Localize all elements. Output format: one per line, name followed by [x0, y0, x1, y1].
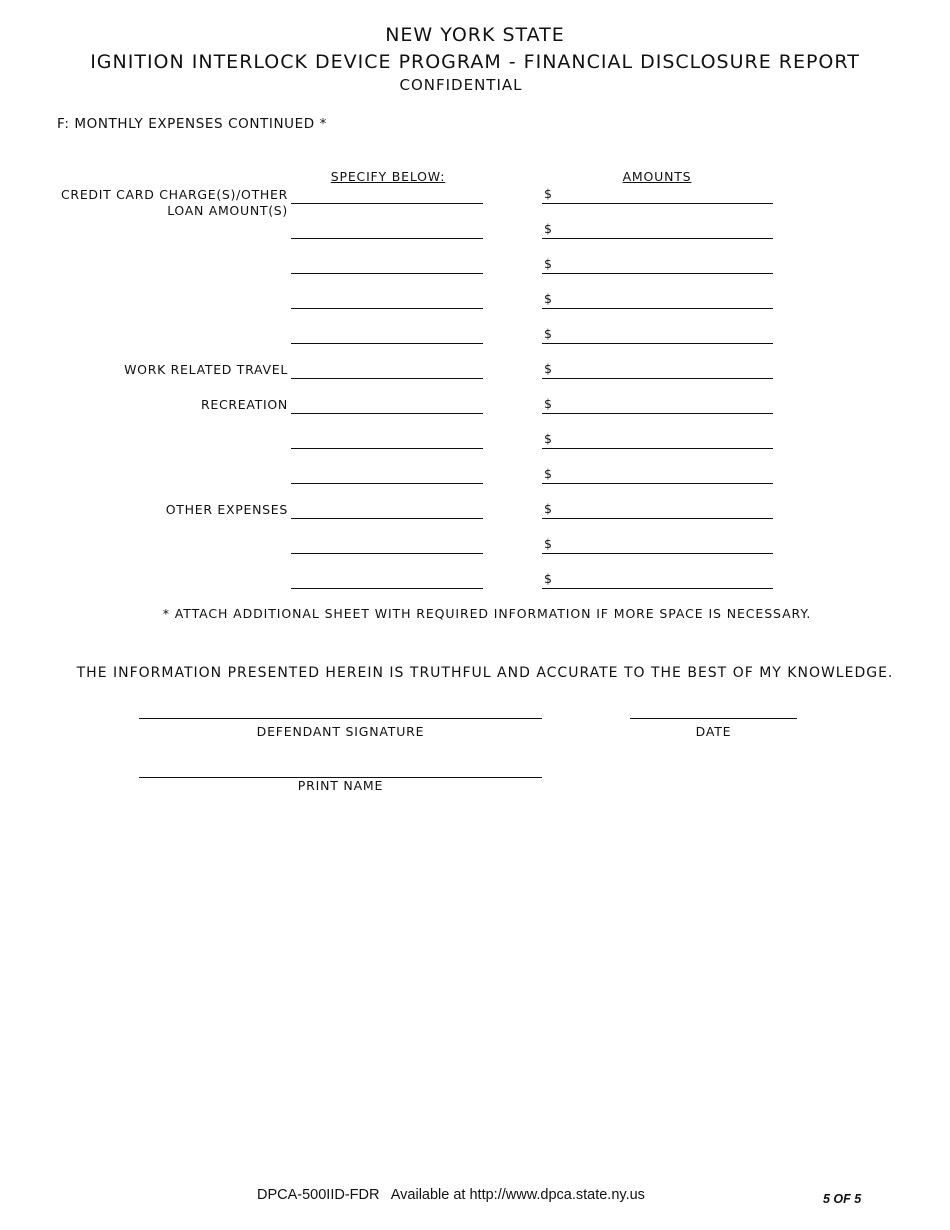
- print-name-label: PRINT NAME: [297, 778, 384, 793]
- dollar-sign: $: [544, 291, 552, 306]
- amounts-column-header: AMOUNTS: [622, 169, 692, 184]
- form-confidential-label: CONFIDENTIAL: [399, 76, 523, 94]
- dollar-sign: $: [544, 361, 552, 376]
- defendant-signature-field[interactable]: [139, 718, 542, 719]
- work-travel-label: WORK RELATED TRAVEL: [124, 362, 288, 377]
- dollar-sign: $: [544, 466, 552, 481]
- amount-field-11[interactable]: [542, 553, 773, 554]
- specify-field-10[interactable]: [291, 518, 483, 519]
- dollar-sign: $: [544, 536, 552, 551]
- recreation-label: RECREATION: [201, 397, 288, 412]
- other-expenses-label: OTHER EXPENSES: [165, 502, 288, 517]
- dollar-sign: $: [544, 396, 552, 411]
- specify-field-8[interactable]: [291, 448, 483, 449]
- amount-field-9[interactable]: [542, 483, 773, 484]
- page-number: 5 OF 5: [823, 1192, 862, 1206]
- dollar-sign: $: [544, 326, 552, 341]
- specify-field-3[interactable]: [291, 273, 483, 274]
- defendant-signature-label: DEFENDANT SIGNATURE: [256, 724, 425, 739]
- specify-field-12[interactable]: [291, 588, 483, 589]
- amount-field-2[interactable]: [542, 238, 773, 239]
- date-label: DATE: [695, 724, 732, 739]
- date-field[interactable]: [630, 718, 797, 719]
- specify-field-9[interactable]: [291, 483, 483, 484]
- form-title-state: NEW YORK STATE: [385, 24, 565, 46]
- attach-sheet-note: * ATTACH ADDITIONAL SHEET WITH REQUIRED INFORMATION IF MORE SPACE IS NECESSARY.: [162, 606, 812, 621]
- amount-field-1[interactable]: [542, 203, 773, 204]
- amount-field-8[interactable]: [542, 448, 773, 449]
- specify-field-4[interactable]: [291, 308, 483, 309]
- amount-field-12[interactable]: [542, 588, 773, 589]
- form-title-program: IGNITION INTERLOCK DEVICE PROGRAM - FINANCIAL DISCLOSURE REPORT: [90, 51, 860, 73]
- specify-field-11[interactable]: [291, 553, 483, 554]
- specify-field-1[interactable]: [291, 203, 483, 204]
- amount-field-10[interactable]: [542, 518, 773, 519]
- dollar-sign: $: [544, 186, 552, 201]
- credit-card-label-line2: LOAN AMOUNT(S): [167, 203, 288, 218]
- amount-field-4[interactable]: [542, 308, 773, 309]
- amount-field-7[interactable]: [542, 413, 773, 414]
- amount-field-3[interactable]: [542, 273, 773, 274]
- dollar-sign: $: [544, 501, 552, 516]
- dollar-sign: $: [544, 431, 552, 446]
- section-title: F: MONTHLY EXPENSES CONTINUED *: [57, 116, 328, 132]
- form-footer: DPCA-500IID-FDR Available at http://www.dpca.state.ny.us: [257, 1187, 645, 1203]
- dollar-sign: $: [544, 571, 552, 586]
- amount-field-5[interactable]: [542, 343, 773, 344]
- specify-field-2[interactable]: [291, 238, 483, 239]
- specify-field-5[interactable]: [291, 343, 483, 344]
- specify-column-header: SPECIFY BELOW:: [330, 169, 446, 184]
- credit-card-label: [61, 187, 288, 219]
- credit-card-label-line1: CREDIT CARD CHARGE(S)/OTHER: [61, 187, 288, 202]
- specify-field-6[interactable]: [291, 378, 483, 379]
- specify-field-7[interactable]: [291, 413, 483, 414]
- attestation-statement: THE INFORMATION PRESENTED HEREIN IS TRUTHFUL AND ACCURATE TO THE BEST OF MY KNOWLEDGE.: [76, 665, 894, 681]
- dollar-sign: $: [544, 256, 552, 271]
- dollar-sign: $: [544, 221, 552, 236]
- amount-field-6[interactable]: [542, 378, 773, 379]
